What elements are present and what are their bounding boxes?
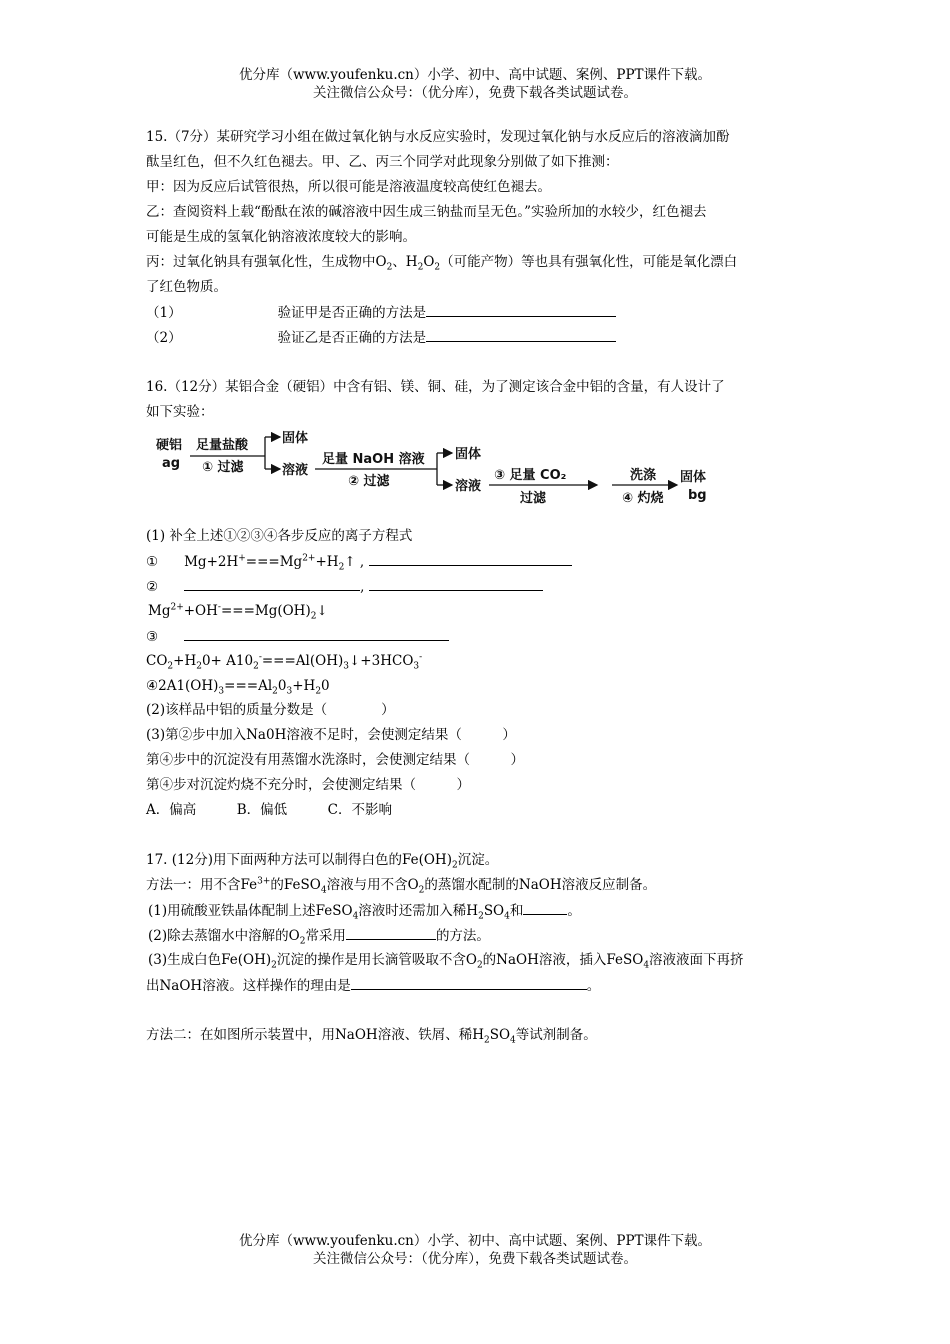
q17-method-2: 方法二：在如图所示装置中，用NaOH溶液、铁屑、稀$H_2SO_4$等试剂制备。 bbox=[146, 1027, 597, 1046]
q16-eq-2: ② , bbox=[146, 576, 543, 597]
q16-part-3c: 第④步对沉淀灼烧不充分时，会使测定结果（ ） bbox=[146, 777, 470, 793]
q16-eq-2-blank-b[interactable] bbox=[369, 576, 543, 591]
flow-start-label: 硬铝 bbox=[156, 438, 183, 453]
q15-line-1: 15.（7分）某研究学习小组在做过氧化钠与水反应实验时，发现过氧化钠与水反应后的溶液滴加酚 bbox=[146, 129, 730, 145]
q16-part-2: (2)该样品中铝的质量分数是（ ） bbox=[146, 702, 395, 718]
q15-line-4: 乙：查阅资料上载“酚酞在浓的碱溶液中因生成三钠盐而呈无色。”实验所加的水较少，红色褪去 bbox=[146, 204, 707, 220]
q15-line-7: 了红色物质。 bbox=[146, 279, 227, 295]
footer-line-1: 优分库（www.youfenku.cn）小学、初中、高中试题、案例、PPT课件下载。 bbox=[238, 1233, 712, 1249]
flow-step4-op-bottom: ④ 灼烧 bbox=[622, 491, 664, 506]
q16-eq-2-blank-a[interactable] bbox=[184, 576, 360, 591]
q17-item-2: (2)除去蒸馏水中溶解的$O_2$常采用 的方法。 bbox=[148, 925, 490, 946]
flow-solution-1: 溶液 bbox=[282, 463, 309, 478]
q15-line-5: 可能是生成的氢氧化钠溶液浓度较大的影响。 bbox=[146, 229, 416, 245]
q17-item-3b: 出NaOH溶液。这样操作的理由是 。 bbox=[146, 975, 600, 996]
q16-eq-1-blank[interactable] bbox=[369, 551, 572, 566]
flow-step3-op: 过滤 bbox=[520, 491, 547, 506]
flow-end-solid: 固体 bbox=[680, 470, 707, 485]
q17-item-1-blank[interactable] bbox=[523, 900, 567, 915]
experiment-flow-diagram bbox=[152, 423, 722, 515]
q15-answer-blank-2[interactable] bbox=[426, 327, 616, 342]
flow-step1-reagent: 足量盐酸 bbox=[196, 438, 249, 453]
flow-end-mass: bg bbox=[688, 488, 707, 503]
q16-line-1: 16.（12分）某铝合金（硬铝）中含有铝、镁、铜、硅，为了测定该合金中铝的含量，有人设计了 bbox=[146, 379, 725, 395]
flow-solid-2: 固体 bbox=[455, 447, 482, 462]
q17-method-1: 方法一：用不含$Fe^{3+}$的FeSO$_4$溶液与用不含$O_2$的蒸馏水配制的NaOH溶液反应制备。 bbox=[146, 876, 657, 896]
q17-item-2-blank[interactable] bbox=[346, 925, 436, 940]
footer-line-2: 关注微信公众号：（优分库），免费下载各类试题试卷。 bbox=[313, 1251, 637, 1267]
q15-part-2: （2） 验证乙是否正确的方法是 bbox=[146, 327, 616, 348]
q16-part-3: (3)第②步中加入Na0H溶液不足时，会使测定结果（ ） bbox=[146, 727, 516, 743]
q16-part-3b: 第④步中的沉淀没有用蒸馏水洗涤时，会使测定结果（ ） bbox=[146, 752, 524, 768]
flow-step2-reagent: 足量 NaOH 溶液 bbox=[322, 452, 425, 467]
q16-eq-2-mg: $Mg^{2+}+OH^-===Mg(OH)_2↓$ bbox=[148, 602, 328, 622]
flow-solid-1: 固体 bbox=[282, 431, 309, 446]
q15-line-6: 丙：过氧化钠具有强氧化性，生成物中$O_2$、$H_2O_2$（可能产物）等也具有强氧化性，可能是氧化漂白 bbox=[146, 254, 738, 273]
q16-options: A．偏高 B．偏低 C．不影响 bbox=[146, 802, 392, 818]
q15-part-1: （1） 验证甲是否正确的方法是 bbox=[146, 302, 616, 323]
flow-solution-2: 溶液 bbox=[455, 479, 482, 494]
flow-step4-op-top: 洗涤 bbox=[630, 468, 657, 483]
header-line-2: 关注微信公众号：（优分库），免费下载各类试题试卷。 bbox=[313, 85, 637, 101]
q16-part-1: (1) 补全上述①②③④各步反应的离子方程式 bbox=[146, 528, 413, 544]
q15-line-2: 酞呈红色，但不久红色褪去。甲、乙、丙三个同学对此现象分别做了如下推测： bbox=[146, 154, 619, 170]
q17-item-1: (1)用硫酸亚铁晶体配制上述FeSO$_4$溶液时还需加入稀$H_2SO_4$和 。 bbox=[148, 900, 581, 921]
q17-line-1: 17. (12分)用下面两种方法可以制得白色的$Fe(OH)_2$沉淀。 bbox=[146, 852, 499, 871]
q16-eq-4: $④2A1(OH)_3===Al_20_3+H_20$ bbox=[146, 678, 330, 697]
q15-answer-blank-1[interactable] bbox=[426, 302, 616, 317]
q16-eq-3: ③ bbox=[146, 626, 449, 647]
q16-eq-1: ① $Mg+2H^+===Mg^{2+}+H_2↑$ , bbox=[146, 551, 572, 572]
flow-step3-reagent: ③ 足量 CO₂ bbox=[494, 468, 567, 483]
flow-start-mass: ag bbox=[162, 456, 181, 471]
q16-line-2: 如下实验： bbox=[146, 404, 214, 420]
header-line-1: 优分库（www.youfenku.cn）小学、初中、高中试题、案例、PPT课件下载。 bbox=[238, 67, 712, 83]
flow-step1-op: ① 过滤 bbox=[202, 460, 244, 475]
flow-step2-op: ② 过滤 bbox=[348, 474, 390, 489]
q17-item-3-blank[interactable] bbox=[351, 975, 587, 990]
q16-eq-3-blank[interactable] bbox=[184, 626, 449, 641]
q16-eq-3-co2: $CO_2+H_20+$ $A10_2^-===Al(OH)_3↓+3HCO_3^-$ bbox=[146, 652, 423, 672]
q15-line-3: 甲：因为反应后试管很热，所以很可能是溶液温度较高使红色褪去。 bbox=[146, 179, 551, 195]
q17-item-3: (3)生成白色$Fe(OH)_2$沉淀的操作是用长滴管吸取不含$O_2$的NaOH溶液，插入FeSO$_4$溶液液面下再挤 bbox=[148, 952, 744, 971]
